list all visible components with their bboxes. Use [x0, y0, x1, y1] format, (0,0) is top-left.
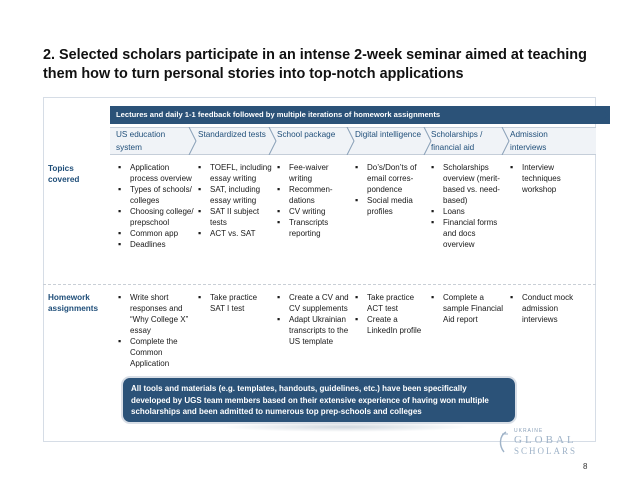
row-label-homework: Homework assignments — [48, 293, 99, 313]
column-header-digital-intelligence: Digital intelligence — [355, 130, 421, 139]
homework-list-digital-intelligence — [355, 292, 427, 336]
list-item: ▪ Choosing college/ prepschool — [118, 206, 194, 228]
homework-list-admission-interviews — [510, 292, 586, 325]
list-item: ▪ Scholarships overview (merit-based vs. need- based) — [431, 162, 505, 206]
topics-list-digital-intelligence — [355, 162, 427, 217]
list-item: ▪ TOEFL, including essay writing — [198, 162, 272, 184]
list-item: ▪ Loans — [431, 206, 505, 217]
column-header-scholarships: Scholarships / financial aid — [431, 130, 483, 152]
list-item: ▪ Types of schools/ colleges — [118, 184, 194, 206]
list-item: ▪ Adapt Ukrainian transcripts to the US template — [277, 314, 349, 347]
list-item: ▪ Social media profiles — [355, 195, 427, 217]
list-item: ▪ Take practice ACT test — [355, 292, 427, 314]
list-item: ▪ Do’s/Don’ts of email corres- pondence — [355, 162, 427, 195]
list-item: ▪ Deadlines — [118, 239, 194, 250]
process-banner: Lectures and daily 1-1 feedback followed by multiple iterations of homework assignments — [110, 106, 610, 124]
row-divider — [43, 284, 596, 285]
topics-column — [510, 162, 586, 195]
list-item: ▪ Fee-waiver writing — [277, 162, 349, 184]
logo-text-ukraine: UKRAINE — [514, 428, 544, 434]
column-header-standardized-tests: Standardized tests — [198, 130, 266, 139]
column-header-school-package: School package — [277, 130, 336, 139]
list-item: ▪ Application process overview — [118, 162, 194, 184]
list-item: ▪ SAT, including essay writing — [198, 184, 272, 206]
list-item: ▪ Create a CV and CV supplements — [277, 292, 349, 314]
ugs-logo — [496, 428, 586, 462]
homework-list-standardized-tests — [198, 292, 272, 314]
topics-column — [277, 162, 349, 239]
topics-list-school-package — [277, 162, 349, 239]
list-item: ▪ Recommen- dations — [277, 184, 349, 206]
homework-list-scholarships — [431, 292, 505, 325]
list-item: ▪ CV writing — [277, 206, 349, 217]
list-item: ▪ Complete the Common Application — [118, 336, 194, 369]
list-item: ▪ Write short responses and “Why College X” essay — [118, 292, 194, 336]
topics-column — [355, 162, 427, 217]
column-header-us-education: US education system — [116, 130, 166, 152]
list-item: ▪ Transcripts reporting — [277, 217, 349, 239]
chevron-separator-icon — [188, 127, 198, 155]
topics-column — [118, 162, 194, 250]
homework-column — [118, 292, 194, 369]
topics-list-scholarships — [431, 162, 505, 250]
topics-list-standardized-tests — [198, 162, 272, 239]
page-number: 8 — [583, 462, 588, 471]
homework-column — [355, 292, 427, 336]
homework-column — [277, 292, 349, 347]
list-item: ▪ Conduct mock admission interviews — [510, 292, 586, 325]
homework-list-us-education — [118, 292, 194, 369]
topics-column — [431, 162, 505, 250]
homework-column — [198, 292, 272, 314]
list-item: ▪ SAT II subject tests — [198, 206, 272, 228]
column-header-admission-interviews: Admission interviews — [510, 130, 548, 152]
callout-shadow — [220, 422, 470, 432]
logo-text-global: GLOBAL — [514, 434, 577, 446]
list-item: ▪ Common app — [118, 228, 194, 239]
page-title: 2. Selected scholars participate in an intense 2-week seminar aimed at teaching them how to turn personal stories into top-notch applications — [43, 47, 587, 82]
row-label-topics: Topics covered — [48, 164, 80, 184]
list-item: ▪ Take practice SAT I test — [198, 292, 272, 314]
topics-column — [198, 162, 272, 239]
ugs-logo-icon — [496, 430, 510, 454]
list-item: ▪ Complete a sample Financial Aid report — [431, 292, 505, 325]
banner-arrow-tip — [600, 106, 608, 124]
callout-box: All tools and materials (e.g. templates, handouts, guidelines, etc.) have been specifically developed by UGS team members based on their extensive experience of having won multiple scholarships and been admitted to numerous top prep-schools and colleges — [123, 378, 515, 422]
list-item: ▪ ACT vs. SAT — [198, 228, 272, 239]
topics-list-us-education — [118, 162, 194, 250]
list-item: ▪ Financial forms and docs overview — [431, 217, 505, 250]
homework-column — [510, 292, 586, 325]
homework-column — [431, 292, 505, 325]
homework-list-school-package — [277, 292, 349, 347]
logo-text-scholars: SCHOLARS — [514, 446, 578, 456]
topics-list-admission-interviews — [510, 162, 586, 195]
list-item: ▪ Create a LinkedIn profile — [355, 314, 427, 336]
list-item: ▪ Interview techniques workshop — [510, 162, 586, 195]
